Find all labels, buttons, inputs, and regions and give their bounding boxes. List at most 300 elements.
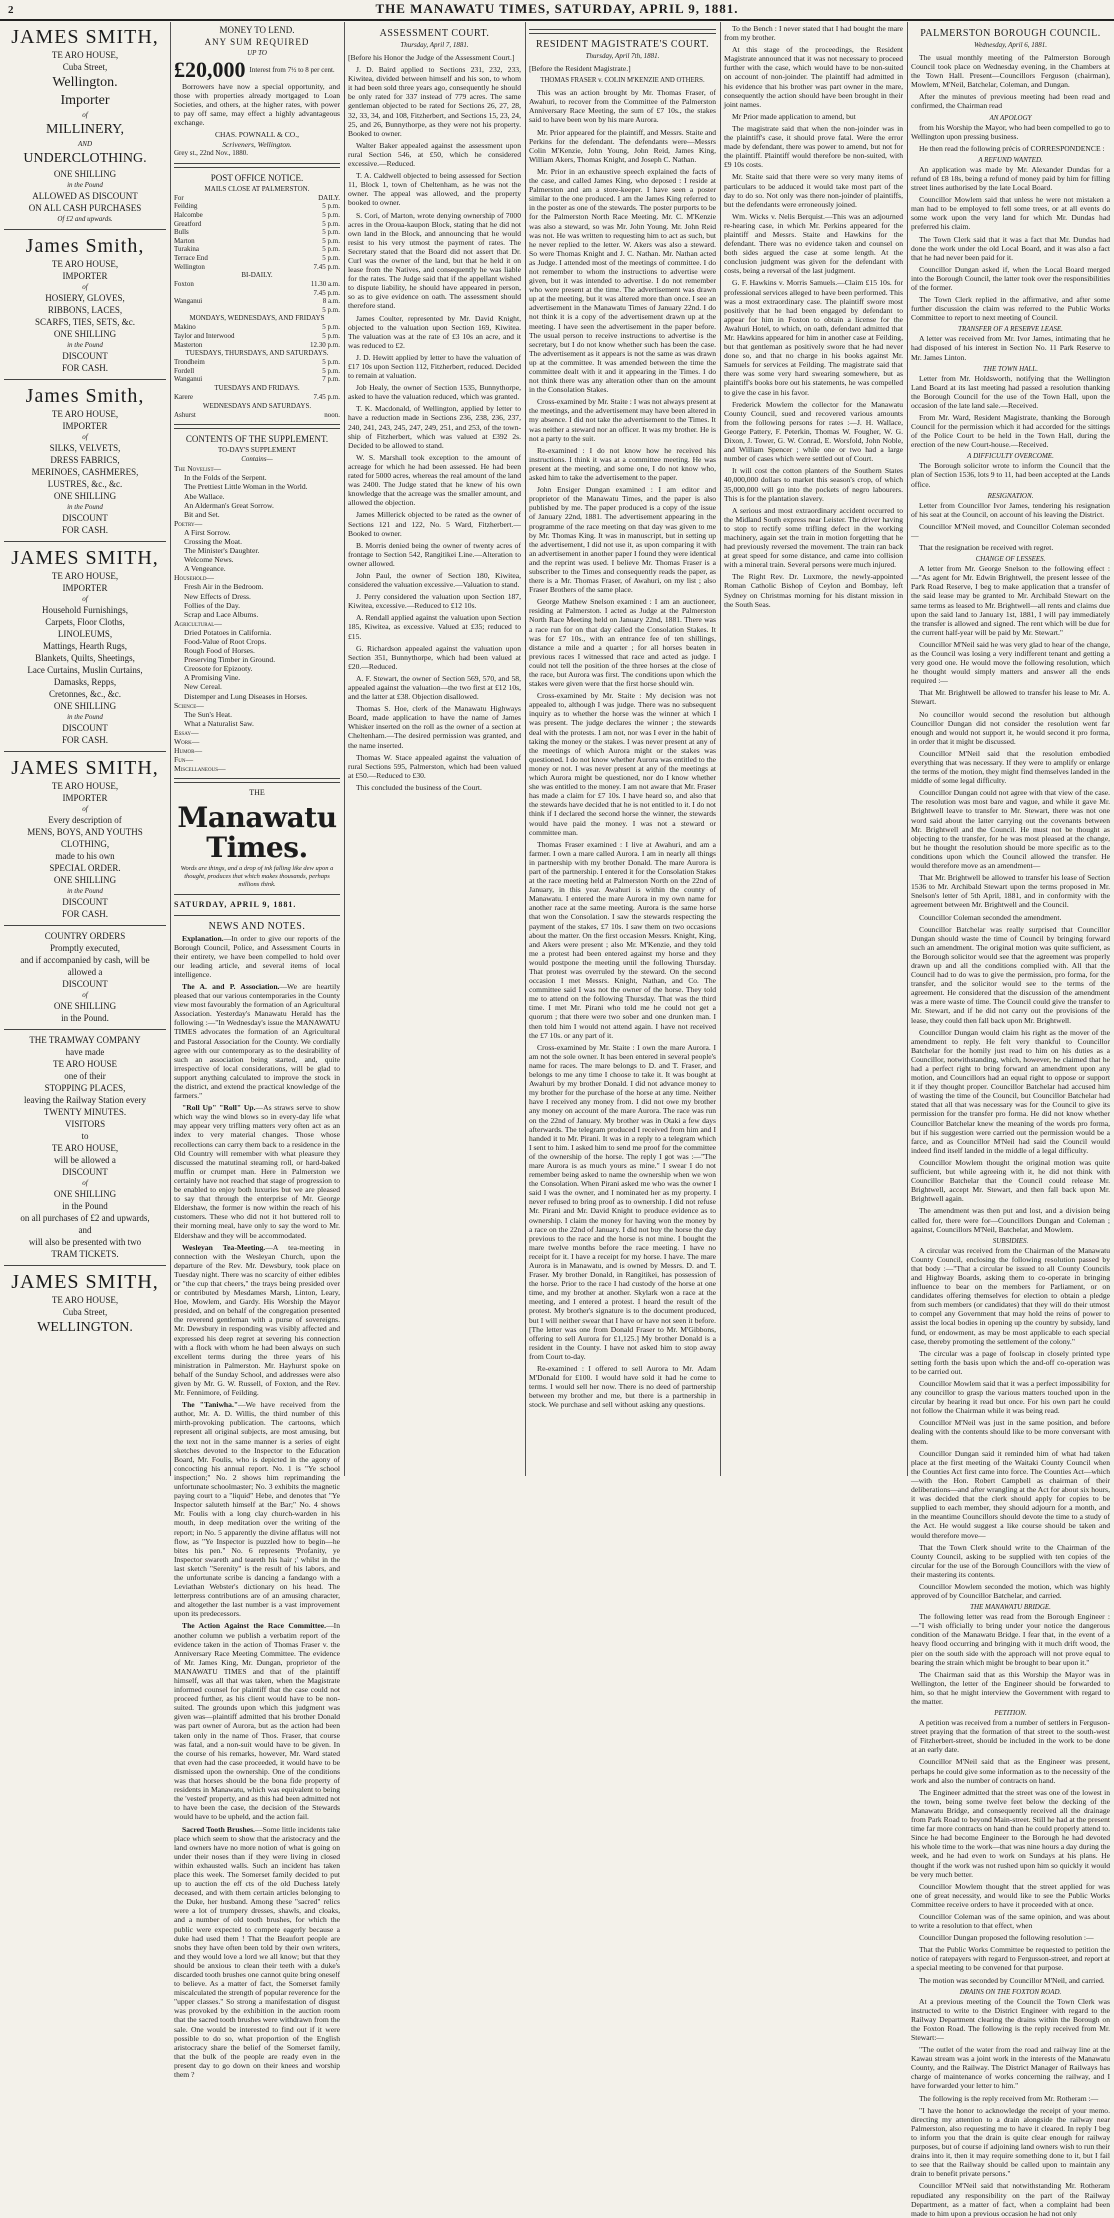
council-paragraph: The Engineer admitted that the street was one of the lowest in the town, being some twelve feet below the decking of the Manawatu Bridge, and consequently received all the drainage from Park Road to beyond Main-street. Still he had at the present time far more contracts on hand than he could properly attend to. Since he had become Engineer to the Borough he had devoted his whole time to the work—that was nine hours a day during the week, and he had even to work on Sundays at his plans. He thought if the work was not rushed upon him so quickly it would be very much better. bbox=[911, 1787, 1110, 1879]
rm-paragraph: Re-examined : I offered to sell Aurora to Mr. Adam M'Donald for £100. I would have sold it had he come to terms. I would sell her now. There is no deed of partnership between my brother and me, but there is a partnership in stock. We purchase and sell without asking any questions. bbox=[529, 1364, 716, 1410]
advert-line: leaving the Railway Station every bbox=[24, 1095, 146, 1105]
assessment-paragraph: J. D. Baird applied to Sections 231, 232, 233, Kiwitea, divided between himself and his son, to whom it had been sold three years ago, consequently he should be only rated for 337 instead of 779 acres. The same gentleman objected to be rated for Sections 26, 27, 28, 32, 33, 34, and 108, Fitzherbert, and Sections 15, 23, 24, 25, and 26, Bunnythorpe, as they were not his property. Booked to owner. bbox=[348, 65, 521, 138]
title-motto: Words are things, and a drop of ink falling like dew upon a thought, produces that which makes thousands, perhaps millions think. bbox=[180, 865, 334, 889]
contents-item: The Sun's Heat. bbox=[184, 709, 232, 719]
divider bbox=[4, 1029, 166, 1030]
contents-item: Welcome News. bbox=[184, 555, 234, 565]
rm-paragraph: Mr. Prior appeared for the plaintiff, and Messrs. Staite and Perkins for the defendant. The defendants were—Messrs Colin M'Kenzie, John Young, John Reid, James King, William Akers, Thomas Knight, and Joseph C. Nathan. bbox=[529, 127, 716, 164]
mail-time: 5 p.m. bbox=[322, 253, 340, 262]
advert-line: in the Pound bbox=[67, 503, 103, 511]
advert-line: James Smith, bbox=[25, 235, 145, 257]
assessment-paragraph: S. Cori, of Marton, wrote denying ownership of 7000 acres in the Oroua-kaupon Block, stating that he did not own land in the Block, and announcing that he would resist to his very utmost the payment of rates. The Secretary stated that the Board did not assert that Dr. Curl was the owner of the land, but that he held it on lease from the Natives, and consequently he was liable for the rates. The Judge said that if the appellant wished to dispute liability, he should have appeared in person, so as to give evidence on oath. The assessment should therefore stand. bbox=[348, 210, 521, 311]
advert-line: have made bbox=[65, 1047, 105, 1057]
rm-paragraph: To the Bench : I never stated that I had bought the mare from my brother. bbox=[724, 24, 903, 43]
mail-time: 5 p.m. bbox=[322, 219, 340, 228]
divider bbox=[4, 541, 166, 542]
rm-paragraph: Cross-examined by Mr. Staite : I was not always present at the meetings, and the advertisement may have been altered in my absence. I did not take the advertisement to the Times. It was neither a steward nor an officer. It was my brother. He is not a party to the suit. bbox=[529, 397, 716, 443]
contents-item: The Prettiest Little Woman in the World. bbox=[184, 482, 308, 492]
column-rule bbox=[907, 22, 908, 1476]
advert-line: of bbox=[82, 595, 88, 603]
rm-paragraph: John Ensiger Dungan examined : I am editor and proprietor of the Manawatu Times, and the paper is also published by me. The paper produced is a copy of the issue of January 22nd, 1881. The advertisement appearing in the programme of the race meeting on that day was given to me by Mr. Thomas King. It was in manuscript, but in setting up the advertisement, I did not use it, as upon comparing it with an advertisement in another paper I found they were identical and the reprint was used. I believe Mr. Thomas Fraser is a subscriber to the Times and consequently reads the paper, as there is a Mr. Thomas Fraser, of Awahuri, on my list ; also Fraser Brothers of the same place. bbox=[529, 485, 716, 595]
mail-destination: Halcombe bbox=[174, 210, 203, 219]
advert-line: Blankets, Quilts, Sheetings, bbox=[35, 653, 135, 663]
council-paragraph: That Mr. Brightwell be allowed to transfer his lease to Mr. A. Stewart. bbox=[911, 688, 1110, 707]
mail-time: 5 p.m. bbox=[322, 202, 340, 211]
council-paragraph: Councillor Mowlem said that it was a perfect impossibility for any councillor to grasp the various matters touched upon in the circular by hearing it read but once. For his own part he could not follow the Chairman while it was being read. bbox=[911, 1379, 1110, 1416]
news-item-lead: The A. and P. Association. bbox=[182, 981, 280, 991]
assessment-paragraph: J. Perry considered the valuation upon Section 187, Kiwitea, excessive.—Reduced to £12 10s. bbox=[348, 592, 521, 611]
advert-line: LUSTRES, &c., &c. bbox=[47, 479, 123, 489]
council-subheading: PETITION. bbox=[994, 1709, 1027, 1718]
news-item-text: —We have received from the author, Mr. A. D. Willis, the third number of this mirth-provoking publication. The cartoons, which represent all original subjects, are most amusing, but the text not in the same manner is a series of eight sketches devoted to the Inspector to the Education Board, Mr. Foulis, who is depicted in the agony of concocting his annual report. No. 1 is "Ye school inspection;" No. 2 shows him reprimanding the unfortunate schoolmaster; No. 3 exhibits the magnetic paying court to a "liquid" Hebe, and denotes that "Ye Inspector saluteth himself at the Bar;" No. 4 shows Mr. Foulis with a long clay church-warden in his mouth, in deep meditation over the writing of the report; in No. 5 apparently the divine afflatus will not flow, as "Ye Inspector is puzzled how to begin—he bites his pen." No. 6 represents 'Profanity, ye Inspector swareth and teareth his hair ;' whilst in the last sketch "Serenity" is the result of his labors, and the unfortunate scribe is dancing a fandango with a Leviathan Webster's dictionary on his head. The letterpress contributions are of an amusing character, and altogether the last number is a vast improvement upon its predecessors. bbox=[174, 1400, 340, 1619]
assessment-paragraph: James Coulter, represented by Mr. David Knight, objected to the valuation upon Section 169, Kiwitea. The valuation was at the rate of £3 10s an acre, and it was reduced to £2. bbox=[348, 313, 521, 350]
money-date: Grey st., 22nd Nov., 1880. bbox=[174, 148, 249, 157]
divider bbox=[174, 163, 340, 168]
advert-line: made to his own bbox=[55, 851, 115, 861]
mail-destination: Makino bbox=[174, 323, 196, 332]
mail-destination bbox=[174, 289, 314, 298]
mail-row bbox=[174, 306, 340, 315]
news-item bbox=[174, 1825, 340, 2080]
council-paragraph: The Town Clerk replied in the affirmative, and after some further discussion the claim was referred to the Public Works Committee to report to next meeting of Council. bbox=[911, 295, 1110, 323]
assessment-paragraph: Thomas S. Hoe, clerk of the Manawatu Highways Board, made application to have the name of James Whisker inserted on the roll as the owner of a section at Cheltenham.—The desired permission was granted, and the name inserted. bbox=[348, 704, 521, 750]
council-paragraph: Letter from Mr. Holdsworth, notifying that the Wellington Land Board at its last meeting had passed a resolution thanking the Borough Council for the use of the Town Hall, upon the occasion of the late land sale.—Received. bbox=[911, 373, 1110, 410]
money-amount: £20,000 bbox=[174, 57, 246, 82]
rm-paragraph: Cross-examined by Mr. Staite : I own the mare Aurora. I am not the sole owner. It has been entered in several people's name for races. The mare belongs to D. and T. Fraser, and belongs to me any time I choose to take it. It was bought at Awahuri by my brother Donald. I did not advance money to my brother for the purchase of the horse at any time. Neither have I received any money from. I did not owe my brother any money on account of the mare Aurora. The race was run on the 22nd of January. My brother was in Otaki a few days afterwards. The telegram produced I received from him and I handed it to Mr. Pirani. It was in a reply to a telegram which I sent to him. I asked him to send me proof for the committee of the ownership of the horse. The reply I got was :—"The mare Aurora is as much yours as mine." I swear I do not remember being asked to name the ownership when we won the Consolation. When Pirani asked me who was the owner I said I was the owner, and I nominated her as my property. I never refused to bring proof as to ownership. I did not refuse Mr. Pirani and Mr. David Knight to produce evidence as to ownership. I claim the money for having won the money by a race on the 22nd of January. I did not buy the horse the day previous to the race and the horse is not mine. I bought the mare twelve months before the race meeting. I have no receipt for it. I have a receipt for my horse. I have. The mare Aurora is in Manawatu, and is owned by Messrs. D. and T. Fraser. My brother Donald, in Rangitikei, has possession of the horse. Prior to the race I had custody of the horse at one time, and my brother at another. Skylark won a race at the meeting, and I entered a protest. I heard the result of the protest. My brother's signature is to the document produced, but I will neither swear that I have or have not seen it before. [The letter was one from Donald Fraser to Mr. M'Gibbons, offering to sell Aurora for £1,125.] My brother Donald is a resident in the County. I have not asked him to stop away from Court to-day. bbox=[529, 1042, 716, 1361]
divider bbox=[4, 1265, 166, 1266]
contents-item: Creosote for Epizooty. bbox=[184, 664, 253, 674]
masthead bbox=[0, 0, 1114, 20]
council-subheading: DRAINS ON THE FOXTON ROAD. bbox=[959, 1987, 1062, 1996]
advert-line: in the Pound bbox=[62, 1201, 108, 1211]
mail-row bbox=[174, 245, 340, 254]
council-subheading: THE TOWN HALL. bbox=[983, 364, 1038, 373]
page-number: 2 bbox=[8, 4, 15, 16]
rm-paragraph: Re-examined : I do not know how he received his instructions. I think it was at a committee meeting. He was present at the meeting, and some one, I do not know who, asked him to take the advertisement to the paper. bbox=[529, 445, 716, 483]
advert-line: of bbox=[82, 433, 88, 441]
advert-line: on all purchases of £2 and upwards, bbox=[20, 1213, 150, 1223]
council-paragraph: A letter was received from Mr. Ivor James, intimating that he had disposed of his interest in Section No. 11 Park Reserve to Mr. James Linton. bbox=[911, 334, 1110, 362]
advert-line: TWENTY MINUTES. bbox=[43, 1107, 127, 1117]
advert-line: SILKS, VELVETS, bbox=[49, 443, 121, 453]
assessment-paragraph: This concluded the business of the Court. bbox=[356, 782, 482, 792]
advert-line: IMPORTER bbox=[62, 271, 108, 281]
advert-line: will also be presented with two bbox=[28, 1237, 142, 1247]
mail-time: 8 a.m. bbox=[322, 297, 340, 306]
mail-destination: Masterton bbox=[174, 340, 203, 349]
assessment-paragraph: John Paul, the owner of Section 180, Kiwitea, considered the valuation excessive.—Valuation to stand. bbox=[348, 570, 521, 590]
column-advertisements bbox=[4, 24, 166, 1476]
council-paragraph: No councillor would second the resolution but although Councillor Dungan did not consider the resolution went far enough and would not support it, he would second it pro forma, in order that it might be discussed. bbox=[911, 709, 1110, 746]
council-subheading: THE MANAWATU BRIDGE. bbox=[970, 1603, 1051, 1612]
contents-item: Abe Wallace. bbox=[184, 491, 225, 501]
divider bbox=[174, 424, 340, 429]
divider bbox=[4, 379, 166, 380]
contents-item: Rough Food of Horses. bbox=[184, 646, 255, 656]
mail-destination: Terrace End bbox=[174, 253, 208, 262]
mail-destination: Fordell bbox=[174, 366, 195, 375]
rm-paras-b bbox=[724, 24, 903, 609]
title-date: SATURDAY, APRIL 9, 1881. bbox=[174, 900, 297, 910]
advert-line: IMPORTER bbox=[62, 421, 108, 431]
rm-paragraph: Cross-examined by Mr. Staite : My decision was not appealed to, although I was judge. There was no subsequent inquiry as to whether the horse was the winner at which I was present. The judge declares the winner ; the stewards deal with the protests. I am not, nor was I ever in the habit of taking the money or the stakes. I was never present at any of the meetings of which Aurora might or the stakes was questioned. I do not know whether Aurora was entitled to the money or not. I was never present at any of the meetings at which Aurora might be questioned, nor do I know whether she was entitled to the money. I am not aware that Mr. Fraser has made a claim for £7 10s. I have heard so, and also that the stewards have decided that he is not entitled to it. I do not think if I declared the second horse the winner, the stewards would have paid the money. I was not a steward or committee man. bbox=[529, 691, 716, 837]
advert-line: will be allowed a bbox=[54, 1155, 116, 1165]
news-item bbox=[174, 1243, 340, 1398]
news-item bbox=[174, 982, 340, 1100]
title-block bbox=[174, 788, 340, 915]
advert-line: to bbox=[81, 1131, 89, 1141]
mail-row bbox=[174, 211, 340, 220]
advert-line: Damasks, Repps, bbox=[53, 677, 117, 687]
masthead-title: THE MANAWATU TIMES, SATURDAY, APRIL 9, 1881. bbox=[375, 1, 739, 16]
council-paragraph: That Mr. Brightwell be allowed to transfer his lease of Section 1536 to Mr. Archibald Stewart upon the terms proposed in Mr. Snelson's letter of 5th April, 1881, and in conformity with the agreement between Mr. Brightwell and the Council. bbox=[911, 873, 1110, 910]
council-paragraph: From Mr. Ward, Resident Magistrate, thanking the Borough Council for the permission which it had accorded for the sittings of the Police Court to be held in the Town Hall, during the erection of the new Court-house.—Received. bbox=[911, 413, 1110, 450]
contents-item: Scrap and Lace Albums. bbox=[184, 609, 259, 619]
advert-line: ONE SHILLING bbox=[53, 1189, 117, 1199]
council-paragraph: That the Town Clerk should write to the Chairman of the County Council, asking to be supplied with ten copies of the circular for the use of the Borough Councillors with the view of their mastering its contents. bbox=[911, 1542, 1110, 1579]
news-item bbox=[174, 1103, 340, 1239]
advert-line: Cretonnes, &c., &c. bbox=[49, 689, 121, 699]
post-tts-label: TUESDAYS, THURSDAYS, AND SATURDAYS. bbox=[185, 349, 329, 358]
council-paragraph: The Borough solicitor wrote to inform the Council that the plan of Section 1536, lots 9 to 11, had been accepted at the Lands office. bbox=[911, 461, 1110, 489]
advert bbox=[4, 385, 166, 536]
contents-item: Distemper and Lung Diseases in Horses. bbox=[184, 691, 308, 701]
council-paragraph: Councillor Dungan asked if, when the Local Board merged into the Borough Council, the latter took over the responsibilities of the former. bbox=[911, 264, 1110, 292]
post-daily-label: DAILY. bbox=[318, 193, 340, 202]
mail-row bbox=[174, 237, 340, 246]
advert-line: FOR CASH. bbox=[61, 363, 108, 373]
council-paragraph: The amendment was then put and lost, and a division being called for, there were for—Councillors Dungan and Coleman ; against, Councillors M'Neil, Batchelar, and Mowlem. bbox=[911, 1206, 1110, 1234]
advert-line: ONE SHILLING bbox=[53, 329, 117, 339]
advert-line: HOSIERY, GLOVES, bbox=[45, 293, 125, 303]
contents-contains: Contains— bbox=[241, 455, 273, 464]
advert-line: in the Pound bbox=[67, 713, 103, 721]
title-the: THE bbox=[249, 788, 265, 798]
news-item-lead: Wesleyan Tea-Meeting. bbox=[182, 1242, 266, 1252]
council-paragraph: Councillor Mowlem thought the original motion was quite sufficient, but while agreeing with it, he did not think with Councillor Batchelar that the Council could release Mr. Brightwell, accept Mr. Stewart, and then fall back upon Mr. Brightwell again. bbox=[911, 1157, 1110, 1204]
advert-line: MILLINERY, bbox=[46, 122, 124, 137]
rm-case: THOMAS FRASER v. COLIN M'KENZIE AND OTHERS. bbox=[540, 77, 705, 85]
assessment-paragraph: A. Rendall applied against the valuation upon Section 185, Kiwitea, as excessive. Valued at £35; reduced to £15. bbox=[348, 613, 521, 641]
assessment-paragraph: James Millerick objected to be rated as the owner of Sections 121 and 122, No. 5 Ward, Fitzherbert.—Booked to owner. bbox=[348, 510, 521, 538]
contents-heading: CONTENTS OF THE SUPPLEMENT. bbox=[185, 434, 329, 445]
council-paragraph: Councillor Coleman was of the same opinion, and was about to write a resolution to that effect, when bbox=[911, 1911, 1110, 1931]
contents-item: What a Naturalist Saw. bbox=[184, 718, 254, 728]
council-paragraph: The circular was a page of foolscap in closely printed type setting forth the basis upon which the and-off co-operation was to be carried out. bbox=[911, 1348, 1110, 1376]
assessment-paragraph: W. S. Marshall took exception to the amount of acreage for which he had been assessed. He had been rated for 5000 acres, whereas the real amount of the land was 2400. The Judge stated that he knew of his own knowledge that the acreage was the smaller amount, and allowed the objection. bbox=[348, 452, 521, 508]
money-sig2: Scriveners, Wellington. bbox=[222, 139, 292, 149]
advert-line: TE ARO HOUSE, bbox=[51, 1295, 119, 1305]
column-rm-court bbox=[529, 24, 716, 1476]
post-bidaily-list bbox=[174, 280, 340, 314]
post-tf-label: TUESDAYS AND FRIDAYS. bbox=[214, 384, 300, 393]
council-paragraph: That the resignation be received with regret. bbox=[919, 543, 1054, 553]
news-item-text: —As straws serve to show which way the wind blows so in every-day life what may appear very trifling matters very often act as an index to very material changes. Those whose recollections can carry them back to a residence in the Old Country will remember with what pleasure they discussed the matutinal steaming roll, or hard-baked muffin or crumpet man. Here in Palmerston we certainly have not reached that stage of progression to be enabled to enjoy both luxuries but we are pleased to say that through the enterprise of Mr. George Eldershaw, the former is now within the reach of his customers. These who did not it hot buttered roll to their morning meal, have only to say the word to Mr. Eldershaw and they will be accommodated. bbox=[174, 1103, 340, 1240]
advert-line: LINOLEUMS, bbox=[57, 629, 113, 639]
rm-paragraph: Wm. Wicks v. Nelis Berquist.—This was an adjourned re-hearing case, in which Mr. Perkins appeared for the plaintiff and Messrs. Staite and Hawkins for the defendant. There was no evidence taken and counsel on both sides argued the case at some length. At the conclusion judgment was given for the defendant with costs, being a reversal of the last judgment. bbox=[724, 211, 903, 276]
council-paragraph: That the Public Works Committee be requested to petition the notice of ratepayers with regard to Fergusson-street, and report at a special meeting to be convened for that purpose. bbox=[911, 1945, 1110, 1973]
contents-poetry-label: Poetry— bbox=[174, 518, 203, 528]
council-paragraph: Councillor Mowlem thought that the street applied for was one of great necessity, and would like to see the Public Works Committee receive orders to have it proceeded with at once. bbox=[911, 1881, 1110, 1909]
contents-item: Dried Potatoes in California. bbox=[184, 627, 272, 637]
post-ws-label: WEDNESDAYS AND SATURDAYS. bbox=[202, 401, 312, 410]
mail-row bbox=[174, 297, 340, 306]
advert-line: DRESS FABRICS, bbox=[50, 455, 120, 465]
advert-line: and bbox=[78, 1225, 92, 1235]
rm-before: [Before the Resident Magistrate.] bbox=[529, 64, 631, 73]
contents-household-list bbox=[174, 582, 340, 618]
assessment-paragraph: Walter Baker appealed against the assessment upon rural Section 546, at £50, which he considered excessive.—Reduced. bbox=[348, 140, 521, 169]
council-subheading: A DIFFICULTY OVERCOME. bbox=[967, 452, 1054, 461]
mail-row bbox=[174, 289, 340, 298]
advert bbox=[4, 26, 166, 224]
council-subheading: A REFUND WANTED. bbox=[978, 155, 1043, 164]
news-item-lead: Sacred Tooth Brushes. bbox=[182, 1824, 255, 1834]
mail-time: 7.45 p.m. bbox=[313, 288, 340, 297]
contents-item: Crossing the Moat. bbox=[184, 536, 243, 546]
rm-paragraph: Mr. Prior in an exhaustive speech explained the facts of the case, and called James King, who deposed : I reside at Palmerston and am a store-keeper. I have seen a poster similar to the one produced. I am the James King referred to in the poster as one of the stewards. The poster purports to be for the Palmerston North Race Meeting. Mr. C. M'Kenzie was also a steward, so was Mr. John Young. Mr. John Reid was not. He was written to requesting him to act as such, but he never replied to the letter. W. Akers was also a steward. So were Thomas Knight and J. C. Nathan. Mr. Nathan acted as Judge. I attended most of the meetings of committee. I do not remember to whom the instructions to advertise were given, but it was intended to advertise. I do not remember who were present at the time. The advertisement was drawn up at the meeting, but it was altered more than once. I see an advertisement in the Manawatu Times of January 22nd. I do not think it is a copy of the advertisement drawn up at the meeting. I have seen the advertisement in the paper before. The usual person to receive instructions to advertise is the secretary, but I do not know whether such has been the case. The advertisement as it appears is not the same as was drawn up at the committee. It was amended between the time the committee dealt with it and it appearing in the Times. I do not think there was any alteration other than on the amount in the Consolation Stakes. bbox=[529, 166, 716, 395]
council-paragraph: A circular was received from the Chairman of the Manawatu County Council, enclosing the following resolution passed by that body :—"That a circular be issued to all County Councils and Highway Boards, asking them to co-operate in bringing influence to bear on the members for Parliament, or on candidates offering themselves for election to obtain a pledge from such members (or candidates) that they will do their utmost to compel any Government that may hold the reins of power to assist the local bodies in opening up the country by subsidy, land fund, or endowment, as may be most applicable to each special case, thereby promoting the settlement of the colony." bbox=[911, 1245, 1110, 1346]
mail-destination: Taylor and Interwood bbox=[174, 332, 235, 341]
advert-line: FOR CASH. bbox=[61, 525, 108, 535]
mail-row bbox=[174, 332, 340, 341]
advert-line: allowed a bbox=[67, 967, 103, 977]
advert-line: RIBBONS, LACES, bbox=[47, 305, 123, 315]
advert-line: of bbox=[82, 805, 88, 813]
council-paragraph: Councillor M'Neil said that notwithstanding Mr. Rotheram repudiated any responsibility on the part of the Railway Department, as a matter of fact, when a complaint had been made to him upon a previous occasion he had not only bbox=[911, 2181, 1110, 2218]
divider bbox=[529, 29, 716, 34]
mail-row bbox=[174, 280, 340, 289]
post-mwf-list bbox=[174, 323, 340, 349]
contents-novelist-label: The Novelist— bbox=[174, 464, 222, 474]
advert-line: TE ARO HOUSE, bbox=[51, 781, 119, 791]
mail-row bbox=[174, 263, 340, 272]
mail-row bbox=[174, 341, 340, 350]
divider bbox=[174, 915, 340, 916]
advert-line: JAMES SMITH, bbox=[11, 26, 159, 48]
council-paragraph: A petition was received from a number of settlers in Ferguson-street praying that the formation of that street to the south-west of Fitzherbert-street, should be included in the work to be done at an early date. bbox=[911, 1718, 1110, 1755]
council-paragraph: Councillor Dungan could not agree with that view of the case. The resolution was most bare and vague, and while it gave Mr. Brightwell leave to transfer to Mr. Stewart, there was not one word said about the latter carrying out the covenants between Mr. Brightwell and the Council. He must not be thought as objecting to the transfer, for he was most pleased at the change, but he thought the resolution should be more specific as to the conditions upon which the Council allowed the transfer. He would therefore move as an amendment— bbox=[911, 788, 1110, 871]
assessment-paragraph: Job Healy, the owner of Section 1535, Bunnythorpe, asked to have the valuation reduced, which was granted. bbox=[348, 383, 521, 402]
news-item-text: —A tea-meeting in connection with the Wesleyan Church, upon the departure of the Rev. Mr. Dewsbury, took place on Tuesday night. There was no scarcity of either edibles or "the cup that cheers," the trays being presided over or contributed by Mesdames Marsh, Linton, Leary, Hoe, Mowlem, and Gardy. His Worship the Mayor presided, and on behalf of the congregation presented the reverend gentleman with a purse of sovereigns. Mr. Dewsbury in responding was visibly affected and expressed his deep regret at severing his connection with a flock with whom he had been always on such excellent terms during the three years of his ministration in Palmerston. Mr. Hayhurst spoke on behalf of the Sunday School, and addresses were also given by Mr. G. W. Russell, of Foxton, and the Rev. Mr. Fennimore, of Feilding. bbox=[174, 1242, 340, 1398]
council-subheading: RESIGNATION. bbox=[987, 491, 1034, 500]
contents-science-list bbox=[174, 710, 340, 728]
council-paragraph: Councillor Batchelar was really surprised that Councillor Dungan should waste the time of Council by bringing forward such an amendment. The original motion was quite sufficient, as the Borough solicitor would see that the agreement was properly drawn up and all the conditions complied with. All that the Council had to do was to give the permission, pro forma, for the transfer, and the solicitor would see to the terms of the agreement. He considered that the discussion of the amendment was a mere waste of time. The Council could give the transfer to Mr. Stewart, and if he did not carry out the provisions of the lease, they could then fall back upon Mr. Brightwell. bbox=[911, 924, 1110, 1025]
advert-line: TE ARO HOUSE, bbox=[51, 571, 119, 581]
mail-time: 5 p.m. bbox=[322, 236, 340, 245]
money-upto: UP TO bbox=[247, 49, 267, 57]
council-subheading: CHANGE OF LESSEES. bbox=[975, 555, 1046, 564]
mail-time: 7.45 p.m. bbox=[313, 393, 340, 402]
news-item-text: —In order to give our reports of the Borough Council, Police, and Assessment Courts in their entirety, we have been compelled to hold over our leading article, and several items of local intelligence. bbox=[174, 933, 340, 979]
rm-paragraph: G. F. Hawkins v. Morris Samuels.—Claim £15 10s. for professional services alleged to have been performed. This was a most extraordinary case. The plaintiff swore most positively that he had been engaged by defendant to appear for him in Foxton to obtain a license for the Awahuri Hotel, to which, on oath, defendant admitted that Mr. Hawkins appeared for him in another case at Feilding, but that gentleman as positively swore that he had never done so, and that no charge in his books against Mr. Samuels for services at Feilding. The magistrate said that there was some very hard swearing somewhere, but as plaintiff's books bore out his statements, he was compelled to give the case in his favor. bbox=[724, 278, 903, 397]
advert-line: VISITORS bbox=[64, 1119, 106, 1129]
advert-line: DISCOUNT bbox=[62, 513, 108, 523]
council-subheading: TRANSFER OF A RESERVE LEASE. bbox=[958, 325, 1063, 334]
rm-paragraph: Frederick Mowlem the collector for the Manawatu County Council, sued and recovered various amounts from the following persons for rates :—J. H. Wallace, George Pattery, F. Peterkin, Thomas W. Fougher, W. G. Dixon, J. Tower, G. W. Conrad, E. Worsfold, John Noble, and William Spencer ; while one or two had a large number of cases which were settled out of Court. bbox=[724, 399, 903, 464]
news-items bbox=[174, 934, 340, 2080]
council-subheading: AN APOLOGY bbox=[989, 113, 1032, 122]
column-rm-court-cont bbox=[724, 24, 903, 1476]
advert-line: one of their bbox=[64, 1071, 106, 1081]
council-subheading: SUBSIDIES. bbox=[992, 1236, 1029, 1245]
contents-misc: Miscellaneous— bbox=[174, 764, 226, 774]
mail-time: 5 p.m. bbox=[322, 305, 340, 314]
assessment-before: [Before his Honor the Judge of the Assessment Court.] bbox=[348, 53, 515, 62]
advert-line: TE ARO HOUSE bbox=[52, 1059, 117, 1069]
council-heading: PALMERSTON BOROUGH COUNCIL. bbox=[920, 28, 1101, 39]
council-paragraph: The usual monthly meeting of the Palmerston Borough Council took place on Wednesday evening, in the Chambers at the Town Hall. Present—Councillors Ferguson (chairman), Mowlem, M'Neil, Batchelar, Coleman, and Dungan. bbox=[911, 53, 1110, 90]
contents-item: Follies of the Day. bbox=[184, 600, 241, 610]
advert bbox=[4, 1035, 166, 1260]
advert-line: MENS, BOYS, AND YOUTHS bbox=[27, 827, 143, 837]
assessment-paragraph: G. Richardson appealed against the valuation upon Section 351, Bunnythorpe, which had been valued at £20.—Reduced. bbox=[348, 643, 521, 671]
assessment-date: Thursday, April 7, 1881. bbox=[400, 41, 469, 49]
post-for-label: For bbox=[174, 193, 184, 202]
rm-paragraph: The magistrate said that when the non-joinder was in the plaintiff's case, it should prove fatal. Were the error made by defendant, there was power to amend, but not for the plaintiff. Plaintiff would therefore be non-suited, with £9 10s costs. bbox=[724, 123, 903, 170]
council-paragraph: "The outlet of the water from the road and railway line at the Kawau stream was a joint work in the interests of the Manawatu County, and the Railway. The District Manager of Railways has charge of maintenance of works concerning the railway, and I have forwarded your letter to him." bbox=[911, 2045, 1110, 2091]
advert bbox=[4, 931, 166, 1024]
advert-line: TE ARO HOUSE, bbox=[51, 409, 119, 419]
advert-line: ONE SHILLING bbox=[53, 701, 117, 711]
rm-paragraph: Thomas Fraser examined : I live at Awahuri, and am a farmer. I own a mare called Aurora. I am in nearly all things in partnership with my brother Donald. The mare Aurora is part of the partnership. I entered it for the Consolation Stakes at the race meeting held at Palmerston North on the 22nd of January, in this year. Awahuri is within the county of Manawatu. I entered the mare Aurora in my own name for another race at the same meeting. Aurora is the same horse that won the Consolation. I saw the stewards respecting the payment of the stakes, £7 10s. I saw them on two occasions about the matter. On the first occasion Messrs. Knight, King, and Akers were present ; also Mr. M'Kenzie, and they told me a protest had been entered against my horse and they would postpone the meeting until the following Thursday. That protest was overruled by the steward. On the second occasion I met Messrs. Knight, Nathan, and Co. The committee said I was not the owner of the horse. They told me to attend on the following Thursday. That was the third time. I met Mr. Pirani who told me he could not get a quorum ; that there were two sober and one drunken man. I then told him I would not attend again. I have not received the £7 10s. or any part of it. bbox=[529, 839, 716, 1040]
contents-humor: Humor— bbox=[174, 746, 203, 756]
news-item-lead: The "Taniwha." bbox=[182, 1400, 239, 1410]
mail-time: 12.30 p.m. bbox=[310, 340, 340, 349]
news-item bbox=[174, 1400, 340, 1618]
advert-line: JAMES SMITH, bbox=[11, 757, 159, 779]
council-paragraph: The Town Clerk said that it was a fact that Mr. Dundas had done the work under the old Local Board, and it was also a fact that he had never been paid for it. bbox=[911, 234, 1110, 262]
contents-item: Bit and Set. bbox=[184, 509, 220, 519]
post-ws-list bbox=[174, 411, 340, 420]
post-heading: POST OFFICE NOTICE. bbox=[210, 172, 304, 183]
rm-paragraph: It will cost the cotton planters of the Southern States 40,000,000 dollars to market this season's crop, of which 35,000,000 will go into the pockets of negro labourers. This is for the plantation slavery. bbox=[724, 466, 903, 503]
news-item-lead: "Roll Up" "Roll" Up. bbox=[182, 1103, 256, 1113]
mail-destination: Wanganui bbox=[174, 297, 203, 306]
council-paras bbox=[911, 53, 1110, 2218]
advert-line: ON ALL CASH PURCHASES bbox=[28, 203, 142, 213]
divider bbox=[174, 778, 340, 783]
advert-line: SPECIAL ORDER. bbox=[49, 863, 121, 873]
advert-line: MERINOES, CASHMERES, bbox=[31, 467, 139, 477]
council-paragraph: from his Worship the Mayor, who had been compelled to go to Wellington upon pressing business. bbox=[911, 122, 1110, 141]
mail-row bbox=[174, 220, 340, 229]
rm-paragraph: Mr Prior made application to amend, but bbox=[732, 111, 856, 121]
column-assessment bbox=[348, 24, 521, 1476]
council-paragraph: He then read the following précis of CORRESPONDENCE : bbox=[919, 143, 1105, 153]
council-paragraph: "I have the honor to acknowledge the receipt of your memo. directing my attention to a drain alongside the railway near Palmerston, also requesting me to have it cleared. In reply I beg to inform you that the drain is quite clear enough for railway purposes, but of course if adjoining land owners wish to run their drains into it, then it may require something done to it, but I fail to see that the Railway should be called upon to maintain any drain to benefit private persons." bbox=[911, 2105, 1110, 2179]
money-sub: ANY SUM REQUIRED bbox=[204, 37, 310, 47]
contents-item: New Cereal. bbox=[184, 682, 222, 692]
council-paragraph: At a previous meeting of the Council the Town Clerk was instructed to write to the District Engineer with regard to the Railway Department clearing the drains within the Borough on the Foxton Road. The following is the reply received from Mr. Stewart:— bbox=[911, 1996, 1110, 2042]
contents-item: A Promising Vine. bbox=[184, 673, 241, 683]
contents-item: Preserving Timber in Ground. bbox=[184, 655, 276, 665]
advert-line: Promptly executed, bbox=[50, 943, 120, 953]
contents-essay: Essay— bbox=[174, 727, 199, 737]
rm-paragraph: George Mathew Snelson examined : I am an auctioneer, residing at Palmerston. I acted as Judge at the Palmerston North Race Meeting held on January 22nd, 1881. There was a race run for on that day called the Consolation Stakes. It was for £7 10s., with an entrance fee of ten shillings, distance a mile and a quarter ; for all horses beaten in previous races I witnessed that race and acted as judge. I could not tell the position of the three horses at the close of the race, but Aurora was first. The conditions upon which the stakes were given were that the first horse should win. bbox=[529, 597, 716, 689]
advert-line: FOR CASH. bbox=[61, 909, 108, 919]
rm-paragraph: A serious and most extraordinary accident occurred to the Midland South express near Leister. The driver having to stop to rectify some trifling defect in the working machinery, again set the train in motion forgetting that he had previously reversed the movement. The train ran back at great speed for some distance, and came into collision with a mineral train. Several persons were much injured. bbox=[724, 505, 903, 570]
rm-paragraph: At this stage of the proceedings, the Resident Magistrate announced that it was not necessary to proceed further with the case, which would have to be non-suited on account of non-joinder. The plaintiff had admitted in his evidence that his brother was part owner in the mare, consequently the action should have been brought in their joint names. bbox=[724, 45, 903, 109]
column-rule bbox=[170, 22, 171, 1476]
council-paragraph: After the minutes of previous meeting had been read and confirmed, the Chairman read bbox=[911, 92, 1110, 111]
advert-line: JAMES SMITH, bbox=[11, 1271, 159, 1293]
advert-line: ONE SHILLING bbox=[53, 875, 117, 885]
column-rule bbox=[525, 22, 526, 1476]
news-item-text: —We are heartily pleased that our various contemporaries in the County view most favourably the formation of an Agricultural Association. Yesterday's Manawatu Herald has the following :—"In Wednesday's issue the MANAWATU TIMES advocates the formation of an Agricultural and Pastoral Association for the County. We cordially agree with our contemporary as to the desirability of such an association being started, and, quite irrespective of local considerations, will be glad to support anything calculated to improve the stock in the district, and extend the practical knowledge of the farmers." bbox=[174, 981, 340, 1101]
advert-line: Household Furnishings, bbox=[41, 605, 128, 615]
contents-item: The Minister's Daughter. bbox=[184, 546, 260, 556]
mail-row bbox=[174, 254, 340, 263]
advert-line: UNDERCLOTHING. bbox=[23, 151, 147, 166]
mail-time: 5 p.m. bbox=[322, 366, 340, 375]
assessment-paragraph: B. Morris denied being the owner of twenty acres of frontage to Section 542, Rangitikei Line.—Alteration to owner allowed. bbox=[348, 540, 521, 568]
advert-line: in the Pound bbox=[67, 887, 103, 895]
advert-line: DISCOUNT bbox=[62, 979, 108, 989]
post-sub: MAILS CLOSE AT PALMERSTON. bbox=[204, 184, 310, 193]
council-paragraph: Councillor Coleman seconded the amendment. bbox=[919, 912, 1062, 922]
advert-line: WELLINGTON. bbox=[37, 1320, 133, 1335]
mail-destination: Feilding bbox=[174, 202, 198, 211]
post-tf-list bbox=[174, 393, 340, 402]
advert-line: DISCOUNT bbox=[62, 723, 108, 733]
money-body: Borrowers have now a special opportunity, and those with properties already mortgaged to Loan Societies, and others, at the higher rates, with power to pay off same, may effect a highly advantageous exchange. bbox=[174, 82, 340, 128]
advert-line: IMPORTER bbox=[62, 793, 108, 803]
advert-line: AND bbox=[78, 140, 92, 148]
advert-line: Every description of bbox=[48, 815, 122, 825]
mail-time: noon. bbox=[324, 410, 340, 419]
mail-row bbox=[174, 202, 340, 211]
divider bbox=[4, 925, 166, 926]
news-heading: NEWS AND NOTES. bbox=[208, 920, 306, 932]
column-notices bbox=[174, 24, 340, 2080]
council-paragraph: The Chairman said that as this Worship the Mayor was in Wellington, the letter of the Engineer should be forwarded to him, so that he might interview the Government with regard to the matter. bbox=[911, 1669, 1110, 1706]
mail-time: 5 p.m. bbox=[322, 210, 340, 219]
advert-line: in the Pound bbox=[67, 181, 103, 189]
mail-row bbox=[174, 393, 340, 402]
mail-destination: Turakina bbox=[174, 245, 200, 254]
mail-time: 7 p.m. bbox=[322, 375, 340, 384]
mail-row bbox=[174, 228, 340, 237]
rm-paragraph: This was an action brought by Mr. Thomas Fraser, of Awahuri, to recover from the Committee of the Palmerston Anniversary Race Meeting, the sum of £7 10s., the stakes said to have been won by his mare Aurora. bbox=[529, 88, 716, 125]
post-daily-list bbox=[174, 202, 340, 271]
contents-item: An Alderman's Great Sorrow. bbox=[184, 500, 274, 510]
council-paragraph: A letter from Mr. George Snelson to the following effect :—"As agent for Mr. Edwin Brightwell, the present lessee of the Park Road Reserve, I beg to make application that a transfer of the said lease may be granted to Mr. Archibald Stewart on the same terms as leased to Mr. Brightwell—all rents and claims due upon the said land to January 1st, 1881, I will pay immediately the transfer is allowed and signed. The rent which will be due for the current half-year will be paid by Mr. Stewart." bbox=[911, 564, 1110, 637]
advert-line: of bbox=[82, 283, 88, 291]
advert-line: DISCOUNT bbox=[62, 1167, 108, 1177]
council-paragraph: An application was made by Mr. Alexander Dundas for a refund of £8 18s, being a refund of money paid by him for filling street lines authorised by the late Local Board. bbox=[911, 164, 1110, 193]
contents-item: Food-Value of Root Crops. bbox=[184, 637, 267, 646]
mail-row bbox=[174, 411, 340, 420]
advert-line: Mattings, Hearth Rugs, bbox=[43, 641, 127, 651]
contents-science-label: Science— bbox=[174, 700, 204, 710]
advert-line: THE TRAMWAY COMPANY bbox=[29, 1035, 141, 1045]
council-paragraph: Councillor M'Neil moved, and Councillor Coleman seconded— bbox=[911, 521, 1110, 540]
advert-line: and if accompanied by cash, will be bbox=[20, 955, 150, 965]
news-item-lead: The Action Against the Race Committee. bbox=[182, 1621, 327, 1631]
assessment-paragraph: A. F. Stewart, the owner of Section 569, 570, and 58, appealed against the valuation—the two first at £12 10s, and the latter at £38. Objection disallowed. bbox=[348, 673, 521, 702]
council-paragraph: Councillor Dungan said it reminded him of what had taken place at the first meeting of the Waitaki County Council when the Counties Act first came into force. The Counties Act—which—with the Hon. Robert Campbell as chairman of their deliberations—and after wrangling at the Act for about six hours, it was decided that the clerk should apply for copies to be supplied to each member, they should adjourn for a month, and in the meantime Councillors should devote the time to a study of the Act. He would suggest a like course should be taken and would therefore move— bbox=[911, 1448, 1110, 1540]
advert-line: Importer bbox=[60, 93, 110, 108]
mail-destination: Trondheim bbox=[174, 358, 205, 367]
advert-line: Lace Curtains, Muslin Curtains, bbox=[27, 665, 143, 675]
advert bbox=[4, 547, 166, 746]
mail-destination: Karere bbox=[174, 393, 194, 402]
rm-heading: RESIDENT MAGISTRATE'S COURT. bbox=[536, 39, 709, 50]
advert-line: ONE SHILLING bbox=[53, 169, 117, 179]
advert-line: IMPORTER bbox=[62, 583, 108, 593]
council-date: Wednesday, April 6, 1881. bbox=[973, 41, 1048, 49]
